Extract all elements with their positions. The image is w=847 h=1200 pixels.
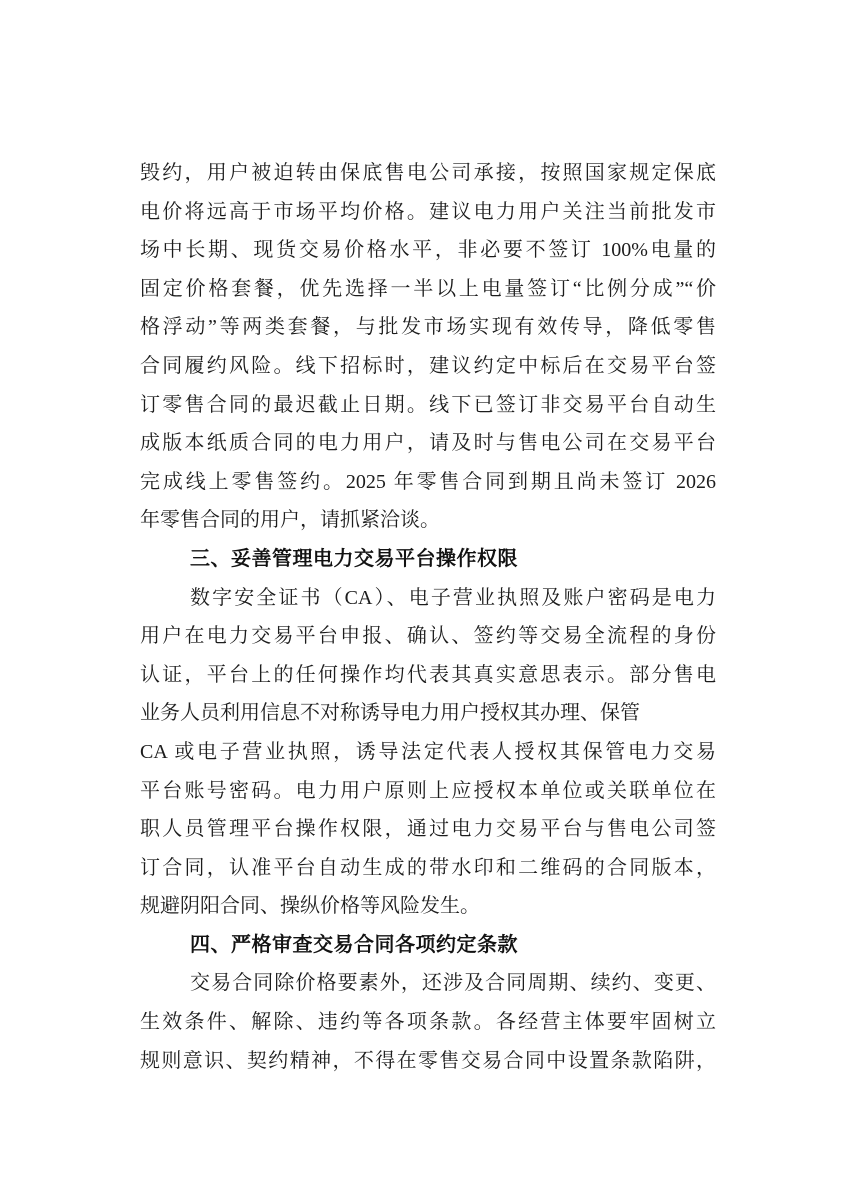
section-heading-4: 四、严格审查交易合同各项约定条款 [190,933,518,956]
text-block [140,154,716,1080]
text-line: 完成线上零售签约。2025 年零售合同到期且尚未签订 2026 [140,470,716,493]
text-line: 生效条件、解除、违约等各项条款。各经营主体要牢固树立 [140,1011,716,1034]
text-line: 平台账号密码。电力用户原则上应授权本单位或关联单位在 [140,779,716,802]
text-line: 订零售合同的最迟截止日期。线下已签订非交易平台自动生 [140,393,716,416]
text-line: 场中长期、现货交易价格水平，非必要不签订 100%电量的 [140,239,716,262]
text-line: 毁约，用户被迫转由保底售电公司承接，按照国家规定保底 [140,162,716,184]
text-line: 交易合同除价格要素外，还涉及合同周期、续约、变更、 [190,972,716,995]
paragraph-section-3 [140,579,716,926]
paragraph-section-4 [140,964,716,1080]
text-line: 数字安全证书（CA）、电子营业执照及账户密码是电力 [190,586,716,609]
section-heading-3: 三、妥善管理电力交易平台操作权限 [190,547,518,570]
text-line: CA 或电子营业执照，诱导法定代表人授权其保管电力交易 [140,740,716,763]
text-line: 合同履约风险。线下招标时，建议约定中标后在交易平台签 [140,354,716,377]
text-line: 固定价格套餐，优先选择一半以上电量签订“比例分成”“价 [140,277,716,300]
paragraph-continuation [140,154,716,540]
text-line: 年零售合同的用户，请抓紧洽谈。 [140,509,440,532]
text-line: 认证，平台上的任何操作均代表其真实意思表示。部分售电 [140,663,716,686]
text-line: 用户在电力交易平台申报、确认、签约等交易全流程的身份 [140,625,716,648]
text-line: 成版本纸质合同的电力用户，请及时与售电公司在交易平台 [140,432,716,455]
text-line: 格浮动”等两类套餐，与批发市场实现有效传导，降低零售 [140,316,716,339]
text-line: 电价将远高于市场平均价格。建议电力用户关注当前批发市 [140,200,716,223]
text-line: 职人员管理平台操作权限，通过电力交易平台与售电公司签 [140,818,716,841]
text-line: 规避阴阳合同、操纵价格等风险发生。 [140,895,480,918]
text-line: 业务人员利用信息不对称诱导电力用户授权其办理、保管 [140,702,640,725]
text-line: 规则意识、契约精神，不得在零售交易合同中设置条款陷阱， [140,1049,716,1072]
text-line: 订合同，认准平台自动生成的带水印和二维码的合同版本， [140,856,716,879]
